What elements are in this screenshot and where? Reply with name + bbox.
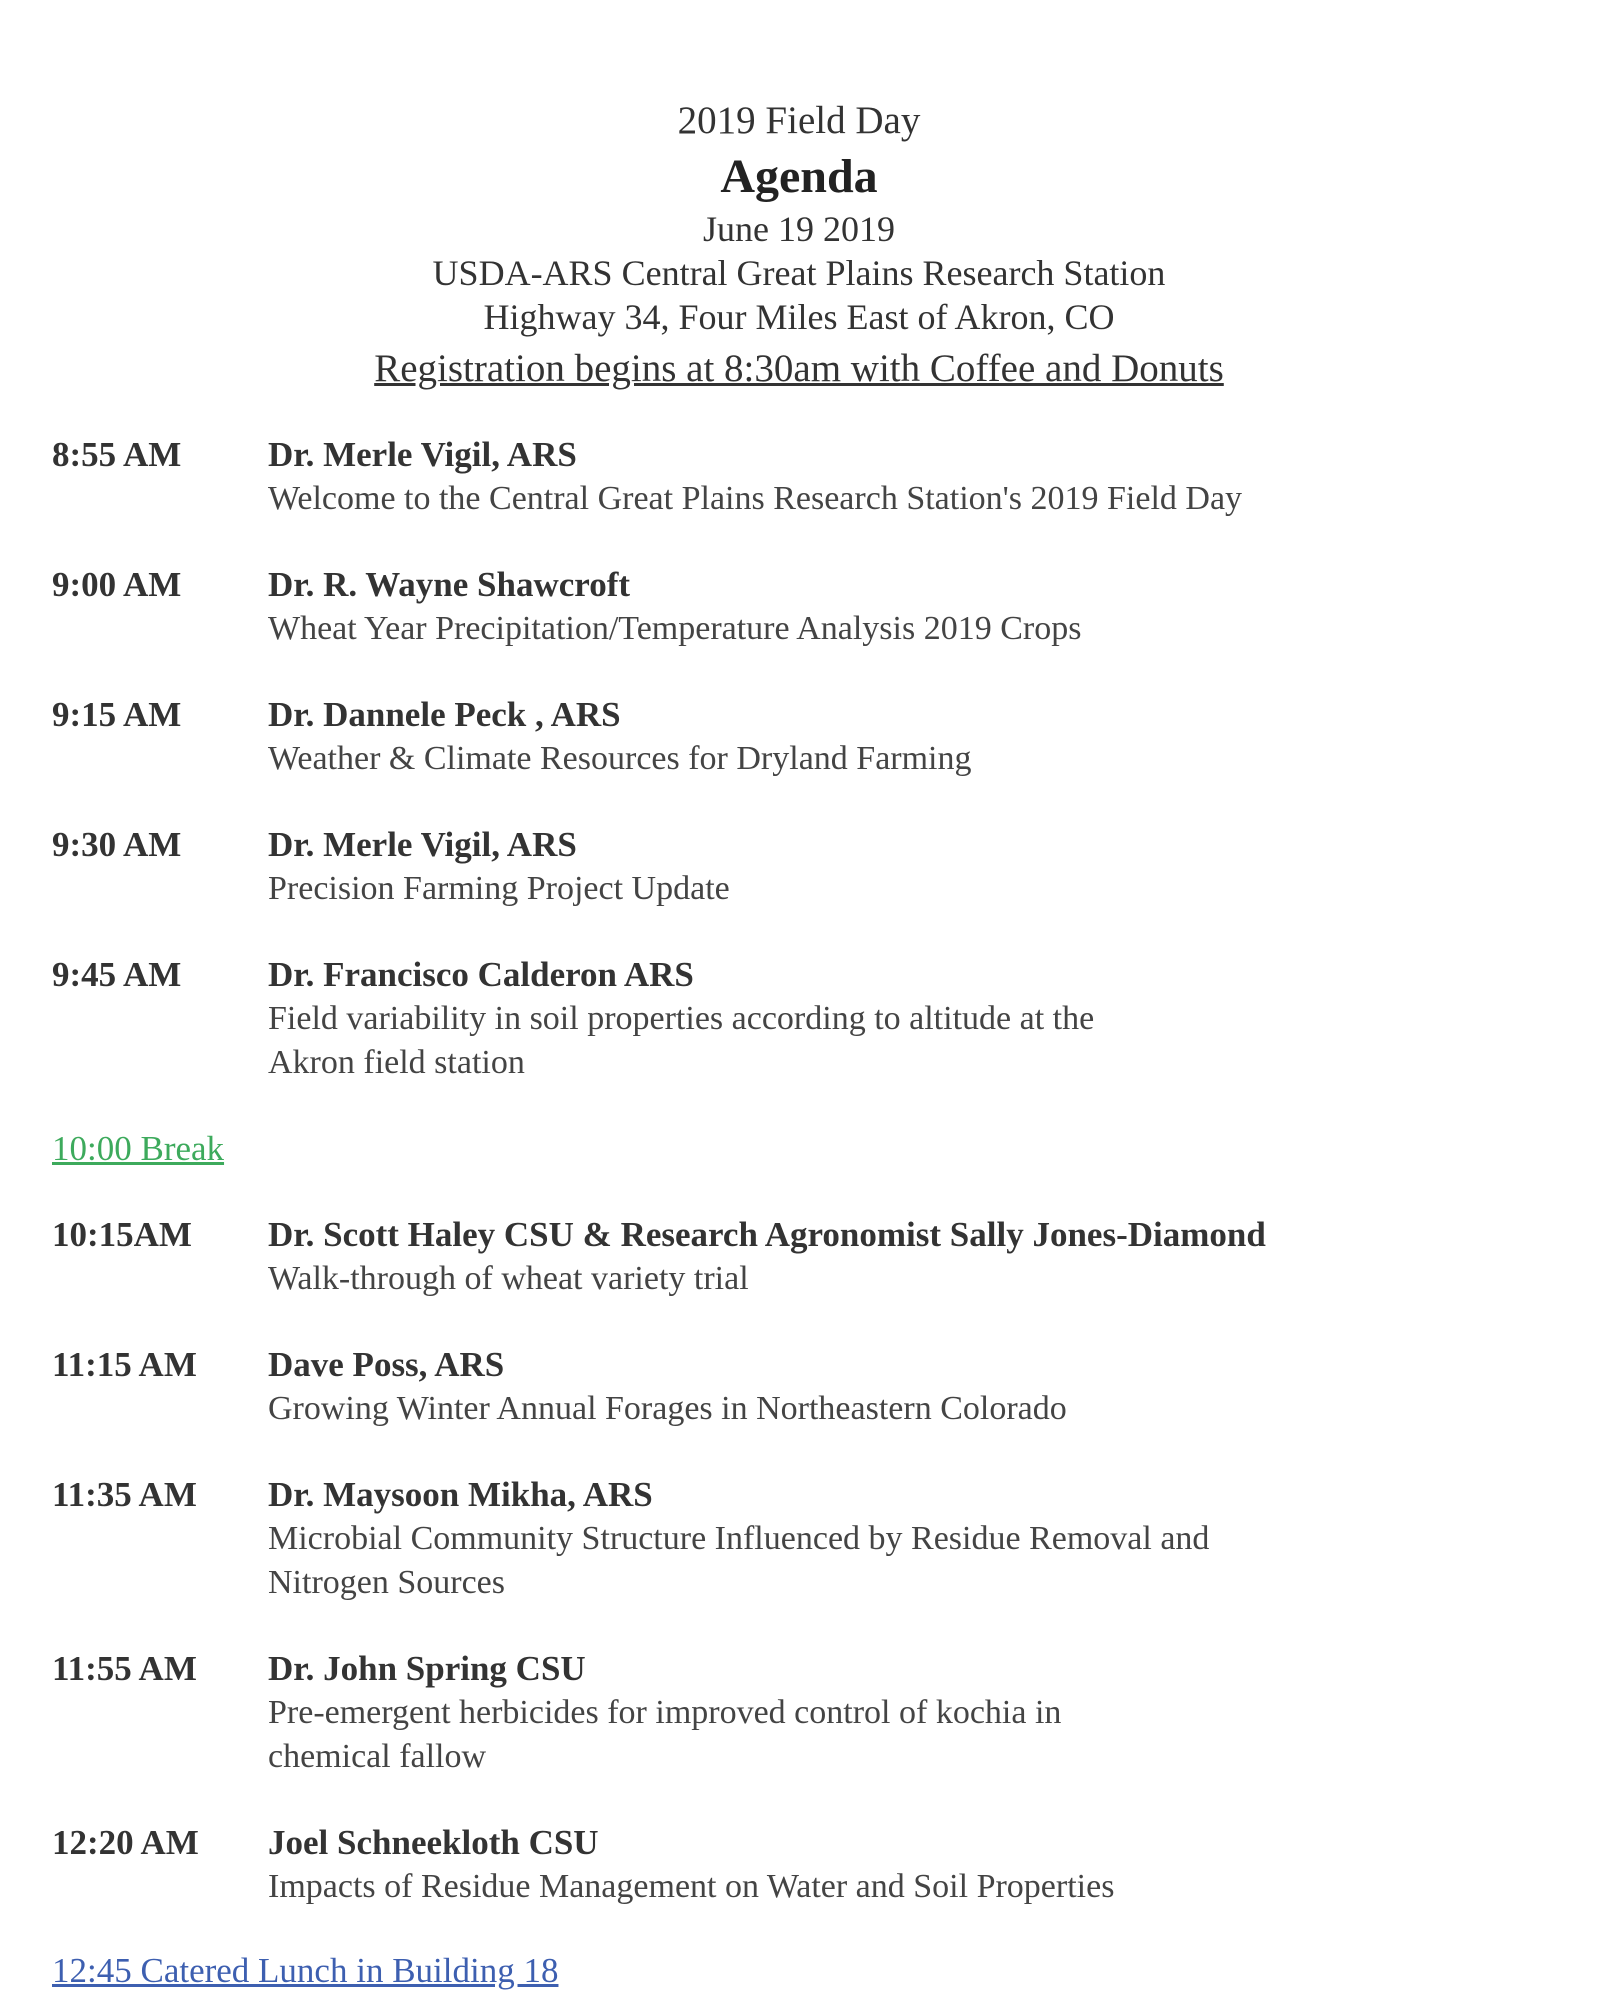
agenda-item <box>52 1473 1572 1605</box>
agenda-content <box>268 1647 1572 1779</box>
lunch-link[interactable]: 12:45 Catered Lunch in Building 18 <box>52 1951 559 1990</box>
agenda-topic <box>268 867 1572 911</box>
agenda-speaker: Dave Poss, ARS <box>268 1345 505 1384</box>
topic-line: Akron field station <box>268 1044 525 1081</box>
agenda-time: 11:35 AM <box>52 1475 197 1514</box>
break-row <box>52 1127 1572 1171</box>
organization-name: USDA-ARS Central Great Plains Research Station <box>432 253 1166 293</box>
topic-line: Impacts of Residue Management on Water and Soil Properties <box>268 1868 1115 1905</box>
agenda-time: 9:30 AM <box>52 825 182 864</box>
page-title: Agenda <box>720 150 878 203</box>
topic-line: Weather & Climate Resources for Dryland Farming <box>268 740 972 777</box>
agenda-speaker: Dr. Dannele Peck , ARS <box>268 695 621 734</box>
agenda-time: 9:45 AM <box>52 955 182 994</box>
agenda-content <box>268 1343 1572 1431</box>
agenda-topic <box>268 997 1572 1085</box>
topic-line: Nitrogen Sources <box>268 1564 506 1601</box>
topic-line: Growing Winter Annual Forages in Northeastern Colorado <box>268 1390 1067 1427</box>
agenda-time: 9:15 AM <box>52 695 182 734</box>
agenda-time: 11:15 AM <box>52 1345 197 1384</box>
agenda-speaker: Dr. Francisco Calderon ARS <box>268 955 694 994</box>
agenda-topic <box>268 1517 1572 1605</box>
lunch-row <box>52 1949 1572 1993</box>
agenda-time: 8:55 AM <box>52 435 182 474</box>
agenda-speaker: Dr. Merle Vigil, ARS <box>268 825 577 864</box>
agenda-item <box>52 1821 1572 1909</box>
agenda-content <box>268 953 1572 1085</box>
agenda-item <box>52 1343 1572 1431</box>
registration-note: Registration begins at 8:30am with Coffee and Donuts <box>374 347 1224 390</box>
topic-line: Field variability in soil properties according to altitude at the <box>268 1000 1095 1037</box>
agenda-content <box>268 1213 1572 1301</box>
agenda-speaker: Dr. R. Wayne Shawcroft <box>268 565 631 604</box>
agenda-item <box>52 1213 1572 1301</box>
agenda-topic <box>268 1865 1572 1909</box>
event-name: 2019 Field Day <box>677 99 921 142</box>
agenda-time: 11:55 AM <box>52 1649 197 1688</box>
topic-line: Welcome to the Central Great Plains Research Station's 2019 Field Day <box>268 480 1243 517</box>
agenda-item <box>52 953 1572 1085</box>
agenda-content <box>268 1821 1572 1909</box>
agenda-speaker: Dr. John Spring CSU <box>268 1649 586 1688</box>
agenda-item <box>52 823 1572 911</box>
topic-line: chemical fallow <box>268 1738 487 1775</box>
agenda-item <box>52 433 1572 521</box>
event-address: Highway 34, Four Miles East of Akron, CO <box>483 297 1115 337</box>
agenda-content <box>268 1473 1572 1605</box>
agenda-topic <box>268 737 1572 781</box>
agenda-header <box>0 95 1598 395</box>
agenda-item <box>52 1647 1572 1779</box>
agenda-speaker: Dr. Scott Haley CSU & Research Agronomist Sally Jones-Diamond <box>268 1215 1266 1254</box>
agenda-topic <box>268 1257 1572 1301</box>
agenda-content <box>268 693 1572 781</box>
topic-line: Microbial Community Structure Influenced by Residue Removal and <box>268 1520 1210 1557</box>
agenda-speaker: Joel Schneekloth CSU <box>268 1823 599 1862</box>
topic-line: Pre-emergent herbicides for improved control of kochia in <box>268 1694 1062 1731</box>
agenda-time: 12:20 AM <box>52 1823 199 1862</box>
agenda-topic <box>268 607 1572 651</box>
topic-line: Wheat Year Precipitation/Temperature Analysis 2019 Crops <box>268 610 1082 647</box>
agenda-topic <box>268 1387 1572 1431</box>
agenda-item <box>52 563 1572 651</box>
agenda-time: 10:15AM <box>52 1215 192 1254</box>
agenda-content <box>268 563 1572 651</box>
agenda-time: 9:00 AM <box>52 565 182 604</box>
agenda-speaker: Dr. Merle Vigil, ARS <box>268 435 577 474</box>
break-link[interactable]: 10:00 Break <box>52 1129 225 1168</box>
agenda-item <box>52 693 1572 781</box>
agenda-content <box>268 823 1572 911</box>
agenda-topic <box>268 477 1572 521</box>
agenda-list <box>52 433 1572 1993</box>
event-date: June 19 2019 <box>703 209 895 249</box>
agenda-content <box>268 433 1572 521</box>
agenda-speaker: Dr. Maysoon Mikha, ARS <box>268 1475 653 1514</box>
topic-line: Precision Farming Project Update <box>268 870 730 907</box>
topic-line: Walk-through of wheat variety trial <box>268 1260 749 1297</box>
agenda-topic <box>268 1691 1572 1779</box>
